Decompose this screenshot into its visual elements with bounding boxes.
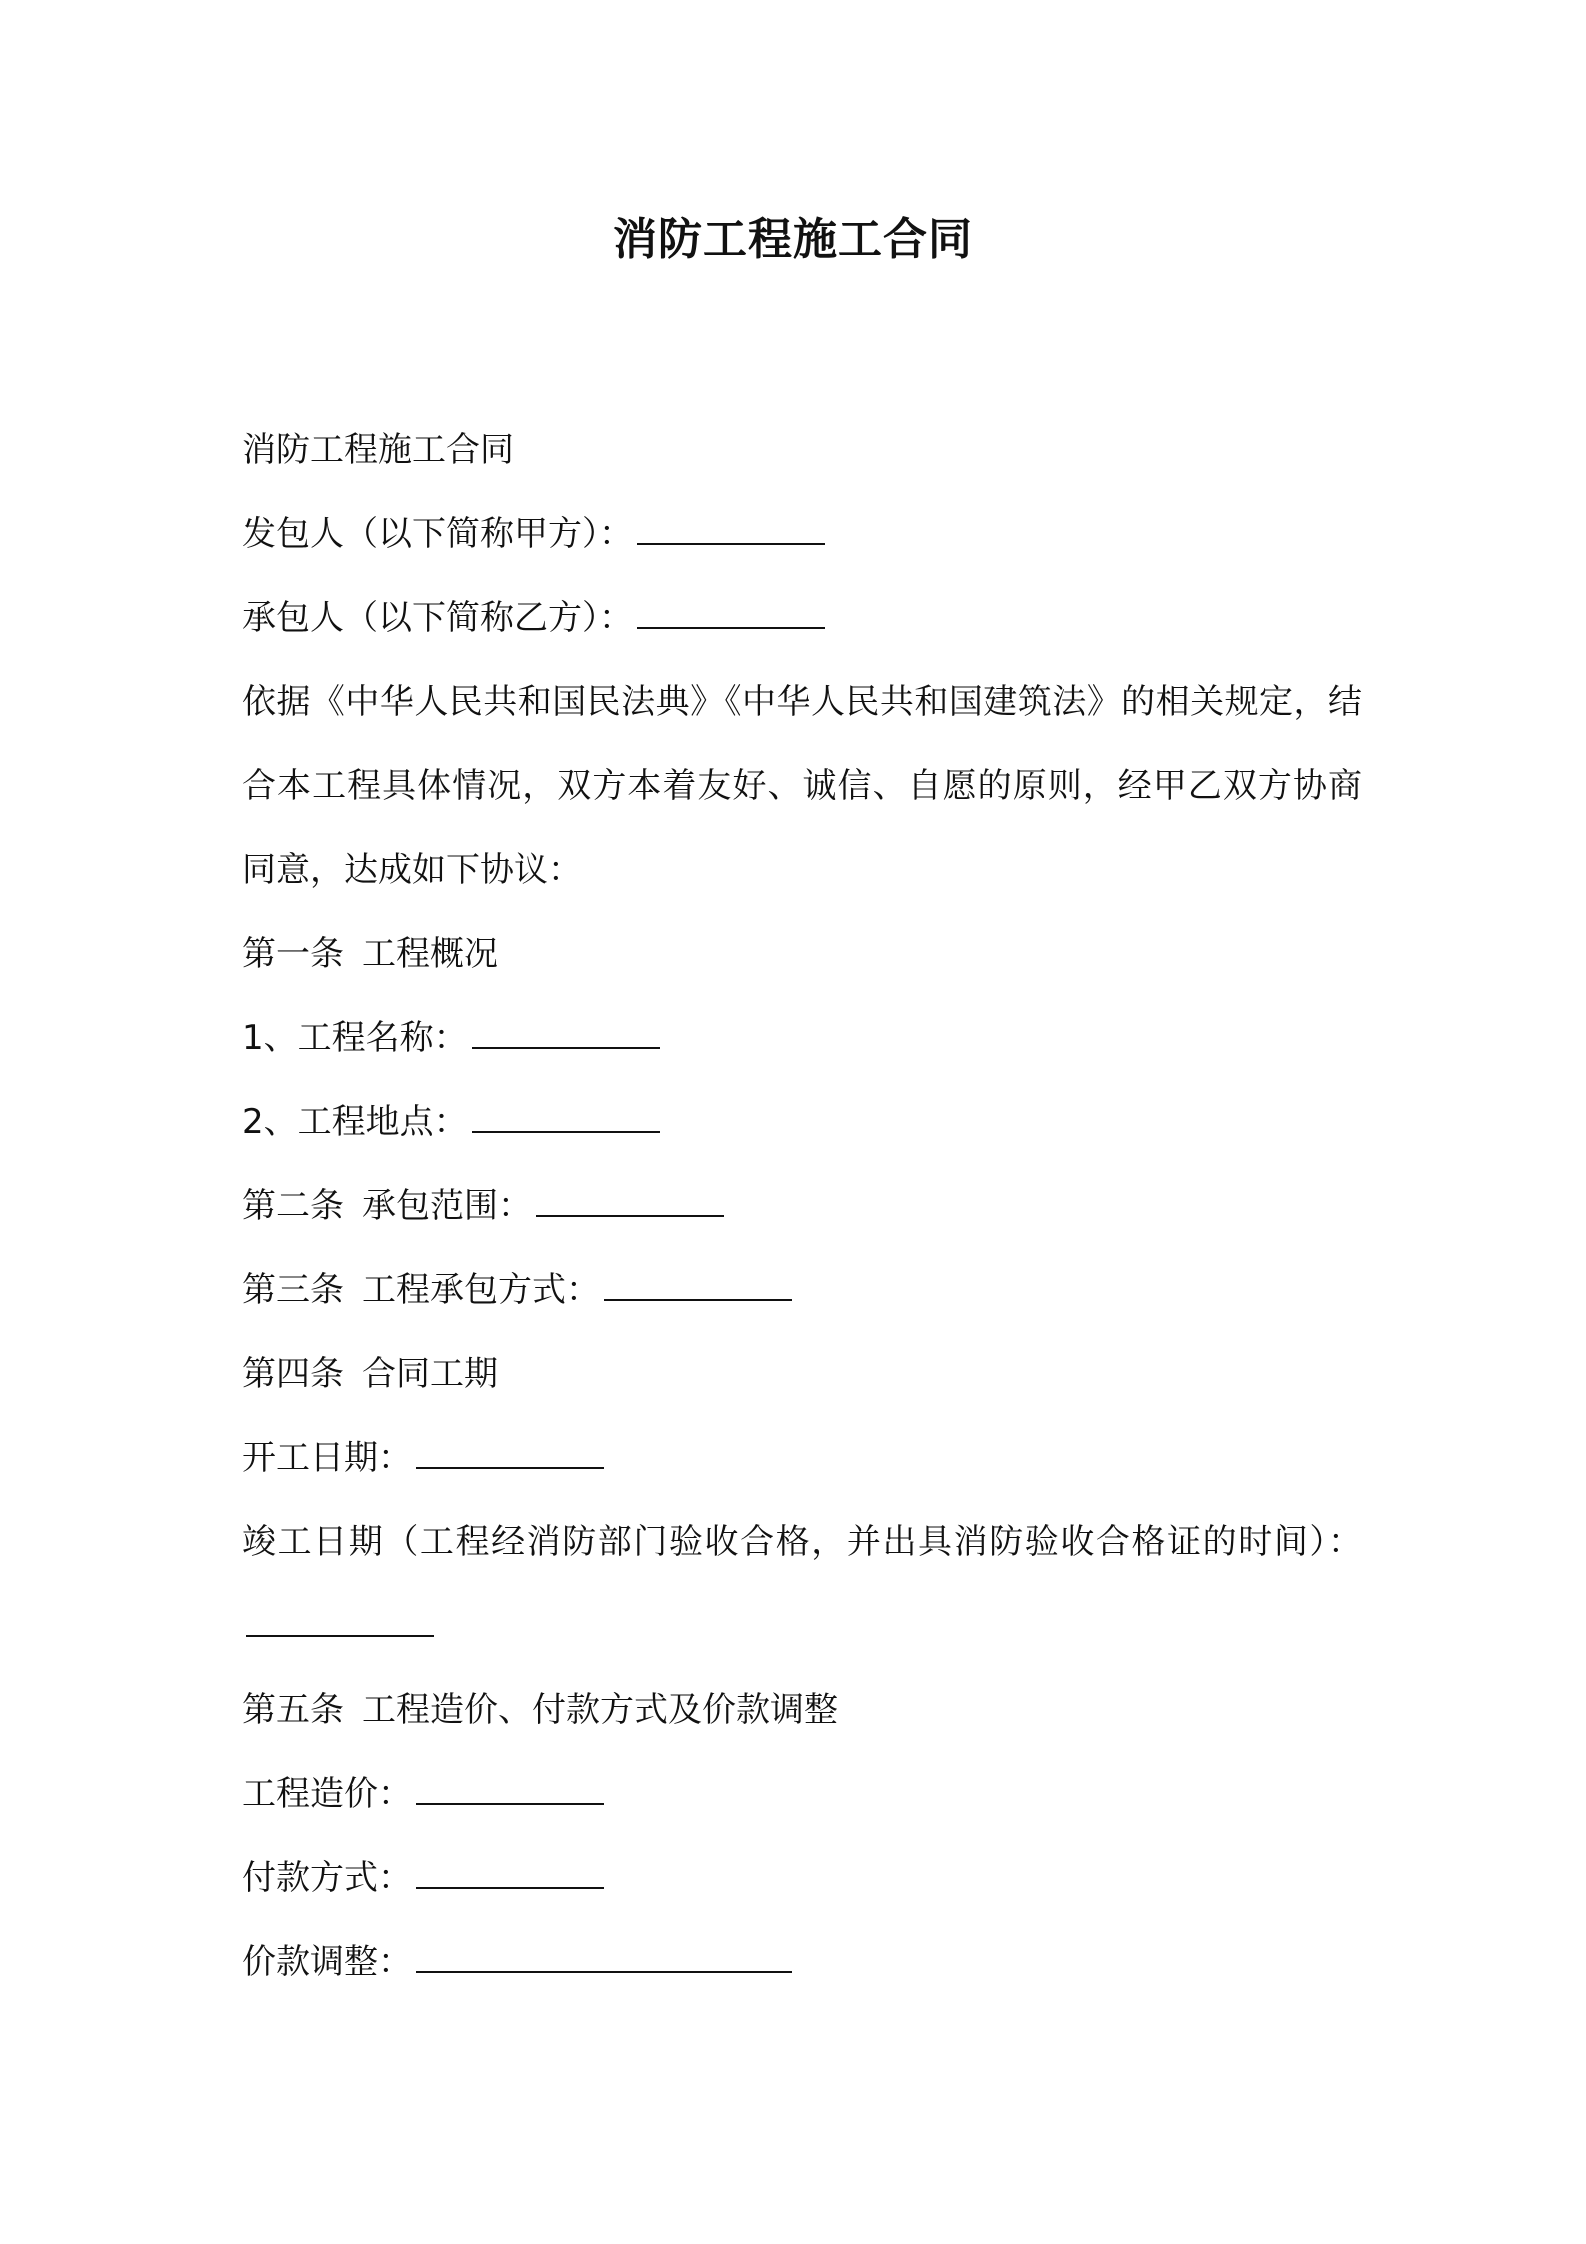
article-1-number: 第一条 [242, 934, 344, 974]
party-b-line [242, 576, 1362, 660]
project-name-line [242, 996, 1362, 1080]
payment-line [242, 1836, 1362, 1920]
project-name-blank [472, 1019, 660, 1049]
party-a-line [242, 492, 1362, 576]
start-date-line [242, 1416, 1362, 1500]
project-location-line [242, 1080, 1362, 1164]
party-a-label: 发包人（以下简称甲方）： [242, 514, 633, 554]
price-line [242, 1752, 1362, 1836]
article-4-title: 合同工期 [362, 1354, 498, 1394]
article-2-title: 承包范围： [362, 1186, 532, 1226]
project-location-blank [472, 1103, 660, 1133]
completion-date-blank [246, 1607, 434, 1637]
article-5-title: 工程造价、付款方式及价款调整 [362, 1690, 838, 1730]
start-date-label: 开工日期： [242, 1438, 412, 1478]
article-3-title: 工程承包方式： [362, 1270, 600, 1310]
article-2-number: 第二条 [242, 1186, 344, 1226]
party-b-blank [637, 599, 825, 629]
contract-heading [242, 408, 1362, 492]
project-name-label: 1、工程名称： [242, 1018, 468, 1058]
article-4-heading [242, 1332, 1362, 1416]
payment-blank [416, 1859, 604, 1889]
contract-body [242, 408, 1362, 2004]
scope-blank [536, 1187, 724, 1217]
completion-date-label: 竣工日期（工程经消防部门验收合格，并出具消防验收合格证的时间）： [242, 1522, 1362, 1562]
adjustment-blank [416, 1943, 792, 1973]
completion-date-paragraph [242, 1500, 1362, 1668]
payment-label: 付款方式： [242, 1858, 412, 1898]
article-5-number: 第五条 [242, 1690, 344, 1730]
article-4-number: 第四条 [242, 1354, 344, 1394]
preamble-text: 依据《中华人民共和国民法典》《中华人民共和国建筑法》的相关规定，结合本工程具体情况，双方本着友好、诚信、自愿的原则，经甲乙双方协商同意，达成如下协议： [242, 682, 1362, 890]
article-3-number: 第三条 [242, 1270, 344, 1310]
article-1-heading [242, 912, 1362, 996]
adjustment-line [242, 1920, 1362, 2004]
project-location-label: 2、工程地点： [242, 1102, 468, 1142]
adjustment-label: 价款调整： [242, 1942, 412, 1982]
party-b-label: 承包人（以下简称乙方）： [242, 598, 633, 638]
contract-heading-text: 消防工程施工合同 [242, 430, 514, 470]
price-blank [416, 1775, 604, 1805]
start-date-blank [416, 1439, 604, 1469]
contract-method-blank [604, 1271, 792, 1301]
article-1-title: 工程概况 [362, 934, 498, 974]
article-3-heading [242, 1248, 1362, 1332]
document-title: 消防工程施工合同 [613, 214, 973, 265]
article-5-heading [242, 1668, 1362, 1752]
article-2-heading [242, 1164, 1362, 1248]
price-label: 工程造价： [242, 1774, 412, 1814]
preamble-paragraph [242, 660, 1362, 912]
party-a-blank [637, 515, 825, 545]
